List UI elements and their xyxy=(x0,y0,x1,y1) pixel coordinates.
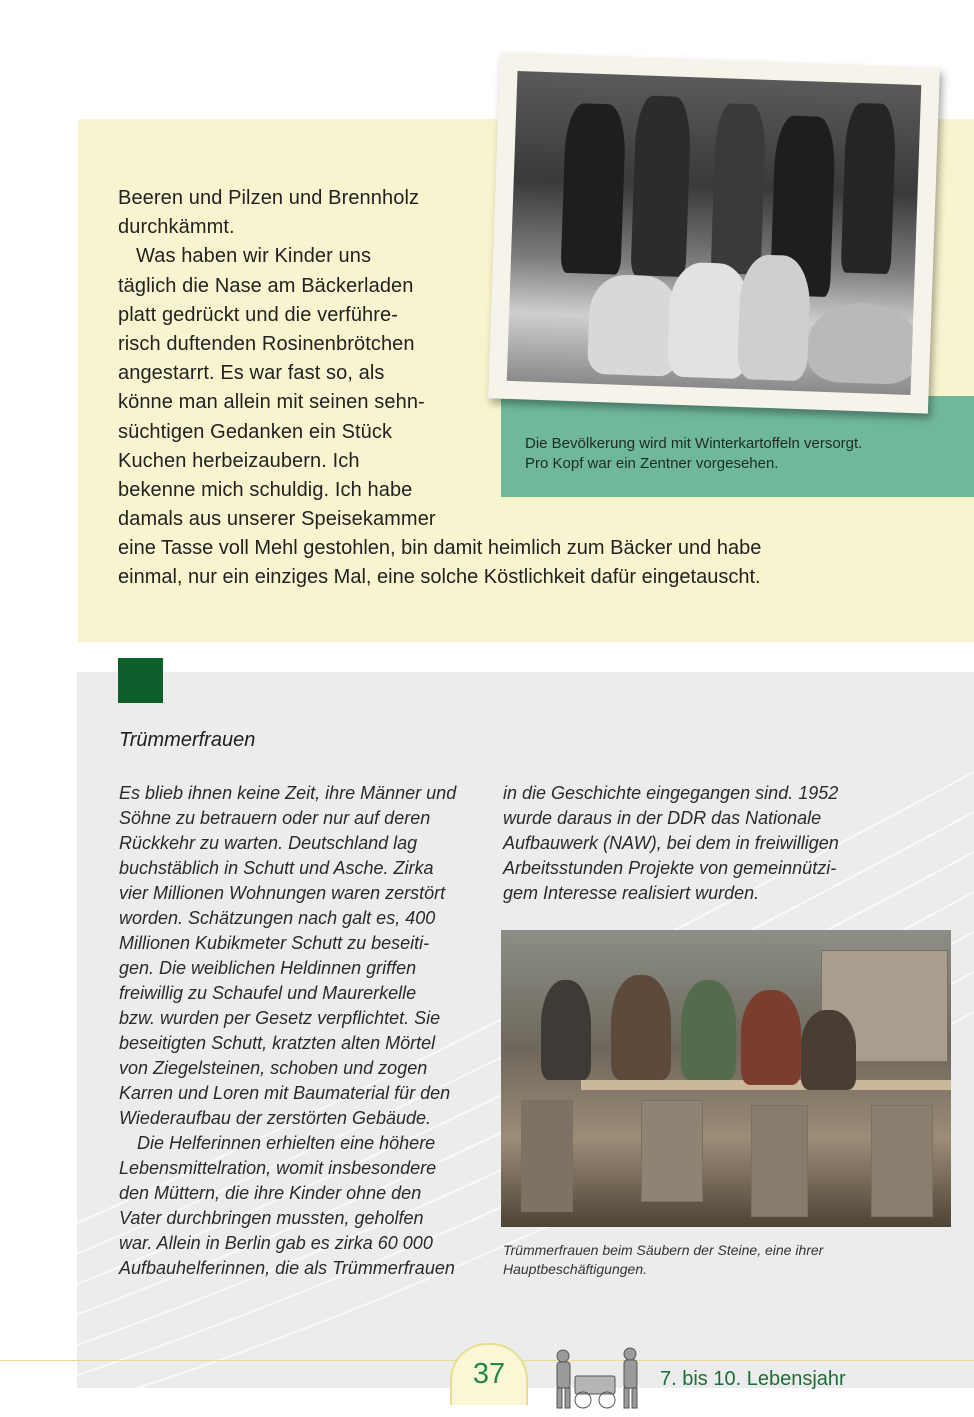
page-number: 37 xyxy=(450,1343,528,1405)
photo2-caption xyxy=(503,1241,903,1279)
text-line: gen. Die weiblichen Heldinnen griffen xyxy=(119,958,417,978)
section-text-right xyxy=(503,781,883,906)
text-line: Karren und Loren mit Baumaterial für den xyxy=(119,1083,451,1103)
story-line: bekenne mich schuldig. Ich habe xyxy=(118,479,413,502)
section-heading: Trümmerfrauen xyxy=(119,729,256,751)
text-line: vier Millionen Wohnungen waren zerstört xyxy=(119,883,446,903)
text-line: Vater durchbringen mussten, geholfen xyxy=(119,1208,424,1228)
text-line: Söhne zu betrauern oder nur auf deren xyxy=(119,808,431,828)
text-line: den Müttern, die ihre Kinder ohne den xyxy=(119,1183,422,1203)
story-line: platt gedrückt und die verführe- xyxy=(118,303,399,326)
text-line: worden. Schätzungen nach galt es, 400 xyxy=(119,908,436,928)
story-line: könne man allein mit seinen sehn- xyxy=(118,391,425,414)
text-line: war. Allein in Berlin gab es zirka 60 000 xyxy=(119,1233,433,1253)
story-line: damals aus unserer Speisekammer xyxy=(118,508,436,531)
text-line: Aufbauhelferinnen, die als Trümmerfrauen xyxy=(119,1258,455,1278)
text-line: Arbeitsstunden Projekte von gemeinnützi- xyxy=(503,858,837,878)
photo-truemmerfrauen xyxy=(501,930,951,1227)
story-line: eine Tasse voll Mehl gestohlen, bin damit heimlich zum Bäcker und habe xyxy=(118,537,762,559)
story-line: risch duftenden Rosinenbrötchen xyxy=(118,333,415,356)
story-line: täglich die Nase am Bäckerladen xyxy=(118,274,414,297)
caption-line: Die Bevölkerung wird mit Winterkartoffeln versorgt. xyxy=(525,435,863,452)
story-line: einmal, nur ein einziges Mal, eine solche Köstlichkeit dafür eingetauscht. xyxy=(118,566,761,589)
text-line: gem Interesse realisiert wurden. xyxy=(503,883,760,903)
story-line: Was haben wir Kinder uns xyxy=(136,245,372,268)
story-text-top xyxy=(118,184,468,534)
text-line: in die Geschichte eingegangen sind. 1952 xyxy=(503,783,839,803)
text-line: Rückkehr zu warten. Deutschland lag xyxy=(119,833,418,853)
caption-line: Pro Kopf war ein Zentner vorgesehen. xyxy=(525,455,779,472)
photo-potato-distribution-image xyxy=(507,71,922,395)
age-range-label: 7. bis 10. Lebensjahr xyxy=(660,1368,846,1390)
story-text-bottom xyxy=(118,534,878,592)
text-line: freiwillig zu Schaufel und Maurerkelle xyxy=(119,983,417,1003)
story-line: süchtigen Gedanken ein Stück xyxy=(118,420,393,443)
text-line: Es blieb ihnen keine Zeit, ihre Männer und xyxy=(119,783,457,803)
text-line: bzw. wurden per Gesetz verpflichtet. Sie xyxy=(119,1008,441,1028)
text-line: buchstäblich in Schutt und Asche. Zirka xyxy=(119,858,434,878)
children-wagon-illustration xyxy=(545,1346,655,1414)
caption-line: Hauptbeschäftigungen. xyxy=(503,1261,647,1277)
section-marker xyxy=(118,658,163,703)
text-line: Millionen Kubikmeter Schutt zu beseiti- xyxy=(119,933,430,953)
section-text-left xyxy=(119,781,484,1281)
text-line: wurde daraus in der DDR das Nationale xyxy=(503,808,822,828)
text-line: Lebensmittelration, womit insbesondere xyxy=(119,1158,437,1178)
story-line: angestarrt. Es war fast so, als xyxy=(118,362,385,385)
story-line: Kuchen herbeizaubern. Ich xyxy=(118,449,360,472)
text-line: Die Helferinnen erhielten eine höhere xyxy=(137,1133,436,1153)
photo-potato-distribution xyxy=(488,52,940,413)
photo1-caption xyxy=(525,434,965,474)
text-line: Wiederaufbau der zerstörten Gebäude. xyxy=(119,1108,432,1128)
story-line: durchkämmt. xyxy=(118,216,235,239)
text-line: beseitigten Schutt, kratzten alten Mörtel xyxy=(119,1033,436,1053)
text-line: von Ziegelsteinen, schoben und zogen xyxy=(119,1058,428,1078)
text-line: Aufbauwerk (NAW), bei dem in freiwilligen xyxy=(503,833,839,853)
caption-line: Trümmerfrauen beim Säubern der Steine, eine ihrer xyxy=(503,1242,824,1258)
story-line: Beeren und Pilzen und Brennholz xyxy=(118,187,420,209)
